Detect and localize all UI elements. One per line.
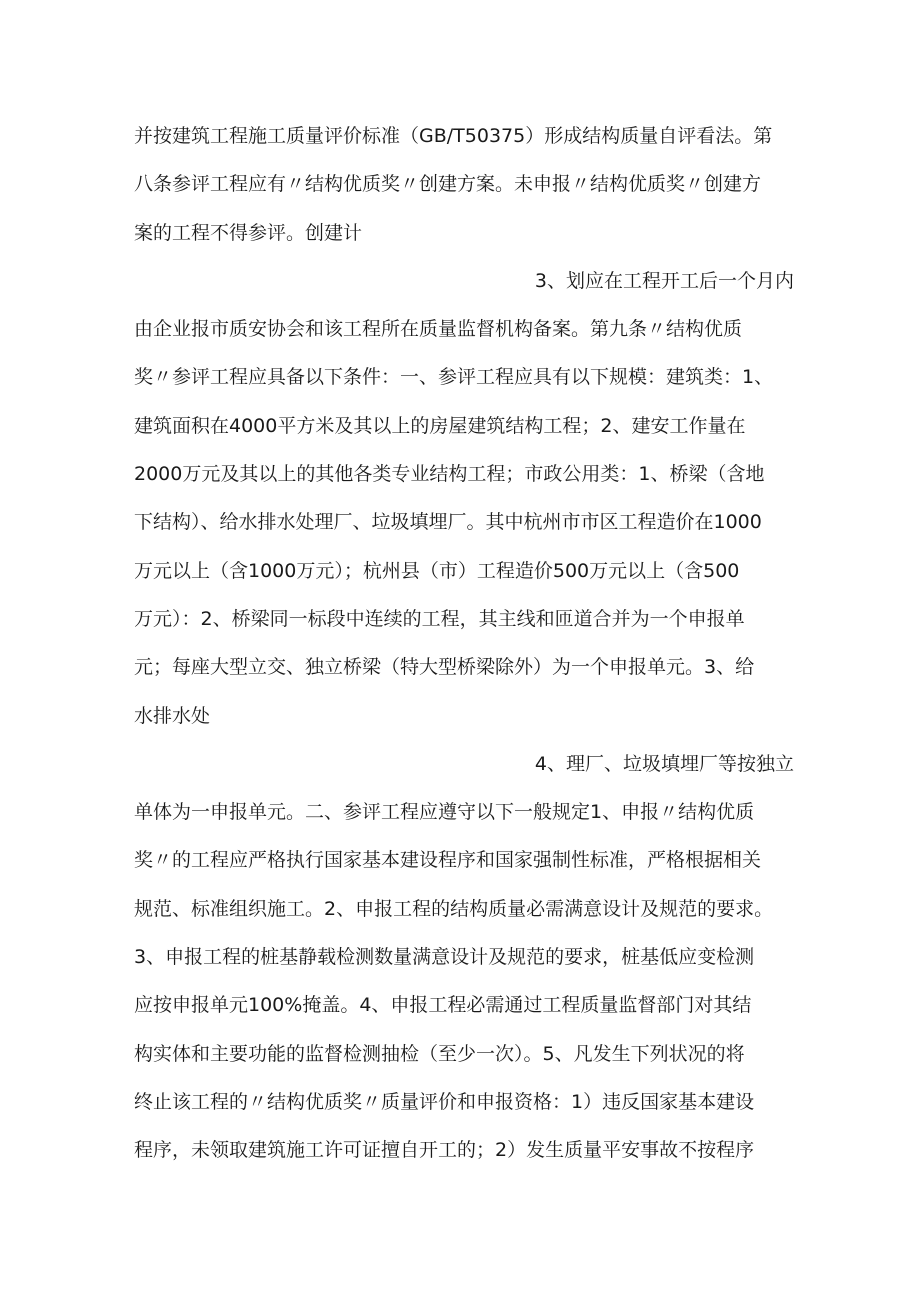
text-line: 构实体和主要功能的监督检测抽检（至少一次）。5、凡发生下列状况的将 [134,1042,745,1065]
text-line: 由企业报市质安协会和该工程所在质量监督机构备案。第九条〃结构优质 [134,318,743,341]
text-line: 下结构）、给水排水处理厂、垃圾填埋厂。其中杭州市市区工程造价在1000 [134,511,762,534]
text-line: 万元以上（含1000万元）；杭州县（市）工程造价500万元以上（含500 [134,559,740,582]
text-line: 水排水处 [134,704,211,727]
text-line-right: 4、理厂、垃圾填埋厂等按独立 [534,752,794,775]
text-line-right: 3、划应在工程开工后一个月内 [534,269,794,292]
text-line: 2000万元及其以上的其他各类专业结构工程；市政公用类：1、桥梁（含地 [134,463,765,486]
text-line: 八条参评工程应有〃结构优质奖〃创建方案。未申报〃结构优质奖〃创建方 [134,173,762,196]
text-line: 案的工程不得参评。创建计 [134,221,363,244]
text-line: 程序，未领取建筑施工许可证擅自开工的；2）发生质量平安事故不按程序 [134,1139,755,1162]
text-line: 奖〃的工程应严格执行国家基本建设程序和国家强制性标准，严格根据相关 [134,849,762,872]
text-line: 规范、标准组织施工。2、申报工程的结构质量必需满意设计及规范的要求。 [134,897,774,920]
text-line: 终止该工程的〃结构优质奖〃质量评价和申报资格：1）违反国家基本建设 [134,1090,755,1113]
text-line: 单体为一申报单元。二、参评工程应遵守以下一般规定1、申报〃结构优质 [134,801,755,824]
text-line: 3、申报工程的桩基静载检测数量满意设计及规范的要求，桩基低应变检测 [134,946,755,969]
document-body [134,112,794,1175]
text-line: 奖〃参评工程应具备以下条件：一、参评工程应具有以下规模：建筑类：1、 [134,366,774,389]
text-line: 并按建筑工程施工质量评价标准（GB/T50375）形成结构质量自评看法。第 [134,125,773,147]
text-line: 建筑面积在4000平方米及其以上的房屋建筑结构工程；2、建安工作量在 [134,414,746,437]
text-line: 应按申报单元100%掩盖。4、申报工程必需通过工程质量监督部门对其结 [134,994,752,1017]
text-line: 万元）：2、桥梁同一标段中连续的工程，其主线和匝道合并为一个申报单 [134,607,745,630]
text-line: 元；每座大型立交、独立桥梁（特大型桥梁除外）为一个申报单元。3、给 [134,656,755,679]
